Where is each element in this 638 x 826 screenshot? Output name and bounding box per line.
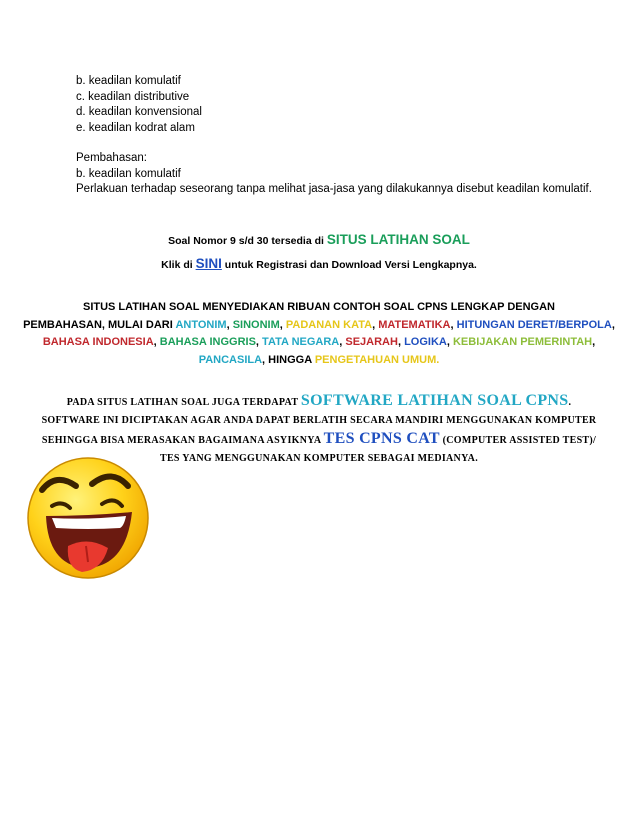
topic-sejarah: SEJARAH [345, 336, 398, 348]
promo-row-1: SITUS LATIHAN SOAL MENYEDIAKAN RIBUAN CONTOH SOAL CPNS LENGKAP DENGAN [82, 301, 555, 313]
software-row-3-prefix: SEHINGGA BISA MERASAKAN BAGAIMANA ASYIKNYA [41, 435, 324, 446]
option-e: e. keadilan kodrat alam [76, 121, 195, 134]
topic-pengetahuan-umum: PENGETAHUAN UMUM. [314, 353, 440, 366]
topic-matematika: MATEMATIKA [378, 318, 451, 331]
topic-bahasa-inggris: BAHASA INGGRIS [159, 336, 256, 348]
software-row-3 [0, 430, 638, 450]
pembahasan-explanation: Perlakuan terhadap seseorang tanpa melihat jasa-jasa yang dilakukannya disebut keadilan komulatif. [76, 183, 592, 195]
promo-line-2-prefix: Klik di [161, 259, 196, 271]
topic-sinonim: SINONIM [232, 318, 280, 331]
promo-line-2 [0, 256, 638, 271]
topic-logika: LOGIKA [404, 336, 447, 348]
topic-tata-negara: TATA NEGARA [262, 336, 340, 348]
software-row-1-suffix: . [568, 397, 572, 408]
promo-row-2-prefix: PEMBAHASAN, MULAI DARI [23, 318, 176, 331]
hingga-text: HINGGA [268, 353, 312, 366]
promo-row-4: PANCASILA, HINGGA PENGETAHUAN UMUM. [198, 353, 440, 366]
promo-line-1-prefix: Soal Nomor 9 s/d 30 tersedia di [168, 235, 327, 247]
software-row-1 [0, 392, 638, 412]
tes-cpns-cat: TES CPNS CAT [323, 430, 440, 447]
topic-pancasila: PANCASILA [198, 353, 263, 366]
site-name-link[interactable]: SITUS LATIHAN SOAL [326, 232, 470, 247]
option-c: c. keadilan distributive [76, 90, 190, 103]
promo-line-2-suffix: untuk Registrasi dan Download Versi Lengkapnya. [221, 259, 477, 271]
topic-antonim: ANTONIM [175, 318, 227, 331]
topic-bahasa-indonesia: BAHASA INDONESIA [42, 336, 154, 348]
software-row-1-prefix: PADA SITUS LATIHAN SOAL JUGA TERDAPAT [66, 397, 301, 408]
topic-deret: HITUNGAN DERET/BERPOLA [456, 318, 612, 331]
sini-link[interactable]: SINI [195, 256, 222, 271]
promo-row-2: PEMBAHASAN, MULAI DARI ANTONIM, SINONIM, PADANAN KATA, MATEMATIKA, HITUNGAN DERET/BERPOLA, [23, 318, 615, 331]
software-row-4: TES YANG MENGGUNAKAN KOMPUTER SEBAGAI MEDIANYA. [159, 453, 479, 464]
topic-kebijakan: KEBIJAKAN PEMERINTAH [452, 336, 593, 348]
software-row-3-suffix: (COMPUTER ASSISTED TEST)/ [439, 435, 597, 446]
option-b: b. keadilan komulatif [76, 75, 181, 87]
pembahasan-answer: b. keadilan komulatif [76, 167, 181, 180]
option-d: d. keadilan konvensional [76, 106, 202, 118]
promo-line-1 [0, 232, 638, 247]
spacer [76, 136, 592, 151]
answer-options [76, 74, 592, 198]
laughing-smiley-icon [22, 450, 154, 582]
software-row-2: SOFTWARE INI DICIPTAKAN AGAR ANDA DAPAT BERLATIH SECARA MANDIRI MENGGUNAKAN KOMPUTER [41, 415, 597, 426]
topic-padanan-kata: PADANAN KATA [285, 318, 373, 331]
promo-row-3: BAHASA INDONESIA, BAHASA INGGRIS, TATA NEGARA, SEJARAH, LOGIKA, KEBIJAKAN PEMERINTAH, [42, 336, 596, 348]
promo-block [0, 299, 638, 369]
software-title: SOFTWARE LATIHAN SOAL CPNS [300, 392, 569, 409]
pembahasan-label: Pembahasan: [76, 152, 147, 164]
